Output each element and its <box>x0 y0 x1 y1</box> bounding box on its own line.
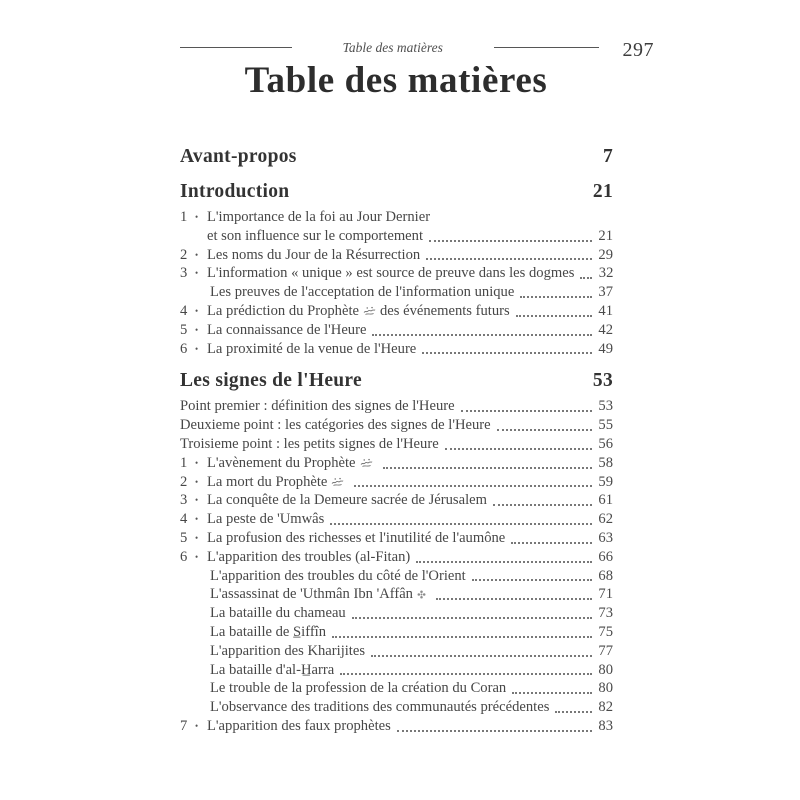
entry-label: L'importance de la foi au Jour Dernier <box>207 209 431 225</box>
entry-label: La bataille d'al-H̲arra <box>210 661 335 678</box>
entry-page-number: 49 <box>598 340 613 357</box>
dot-leader <box>397 730 592 732</box>
entry-page-number: 66 <box>598 548 613 565</box>
entry-number: 6 <box>180 548 188 565</box>
pbuh-icon <box>363 306 376 316</box>
section-page-number: 21 <box>592 181 613 202</box>
entry-label: La profusion des richesses et l'inutilité de l'aumône <box>207 529 506 546</box>
entry-label: Les preuves de l'acceptation de l'information unique <box>210 284 515 301</box>
dot-leader <box>580 277 592 279</box>
toc-entry <box>180 548 613 567</box>
dot-leader <box>426 258 592 260</box>
header-rule-left <box>180 47 292 48</box>
toc-entry-line2 <box>180 227 613 246</box>
dot-leader <box>520 296 592 298</box>
entry-page-number: 42 <box>598 321 613 338</box>
dot-leader <box>416 561 592 563</box>
entry-page-number: 80 <box>598 661 613 678</box>
entry-number: 1 <box>180 209 188 225</box>
bullet-icon: • <box>195 305 199 316</box>
dot-leader <box>352 617 592 619</box>
dot-leader <box>472 579 592 581</box>
entry-label: L'apparition des Kharijites <box>210 642 366 659</box>
dot-leader <box>332 636 592 638</box>
toc-entry <box>180 454 613 473</box>
section-page-number: 7 <box>602 146 613 167</box>
entry-label: L'apparition des troubles (al-Fitan) <box>207 548 411 565</box>
entry-number: 4 <box>180 511 188 528</box>
header-rule-right <box>494 47 599 48</box>
entry-label: Le trouble de la profession de la création du Coran <box>210 680 507 697</box>
entry-page-number: 21 <box>598 227 613 244</box>
toc-subentry <box>180 283 613 302</box>
page-number: 297 <box>622 39 654 61</box>
entry-page-number: 32 <box>598 265 614 282</box>
dot-leader <box>340 673 592 675</box>
entry-label: La connaissance de l'Heure <box>207 321 367 338</box>
entry-page-number: 75 <box>598 623 613 640</box>
toc-entry <box>180 208 613 227</box>
toc-entry <box>180 321 613 340</box>
entry-page-number: 59 <box>598 473 613 490</box>
ra-icon <box>417 590 426 599</box>
toc-point <box>180 397 613 416</box>
entry-label: L'assassinat de 'Uthmân Ibn 'Affân <box>210 586 413 603</box>
dot-leader <box>330 523 592 525</box>
section-heading-label: Introduction <box>180 181 290 202</box>
page-header <box>180 36 654 59</box>
bullet-icon: • <box>195 720 199 731</box>
entry-label: et son influence sur le comportement <box>207 227 423 244</box>
bullet-icon: • <box>195 532 199 543</box>
section-heading-label: Avant-propos <box>180 146 297 167</box>
pbuh-icon <box>360 458 373 468</box>
toc-subentry <box>180 567 613 586</box>
page-title: Table des matières <box>244 60 548 101</box>
entry-page-number: 83 <box>598 717 613 734</box>
dot-leader <box>497 429 592 431</box>
dot-leader <box>422 352 592 354</box>
toc-entry <box>180 491 613 510</box>
toc-entry <box>180 717 613 736</box>
entry-label: La prédiction du Prophète <box>207 302 359 319</box>
entry-number: 1 <box>180 454 188 471</box>
table-of-contents <box>180 142 613 736</box>
entry-page-number: 80 <box>598 680 613 697</box>
toc-subentry <box>180 642 613 661</box>
bullet-icon: • <box>195 324 199 335</box>
toc-entry <box>180 264 613 283</box>
toc-subentry <box>180 604 613 623</box>
toc-subentry <box>180 585 613 604</box>
entry-label: La conquête de la Demeure sacrée de Jérusalem <box>207 492 487 509</box>
entry-number: 5 <box>180 321 188 338</box>
entry-page-number: 53 <box>598 398 613 415</box>
dot-leader <box>493 504 592 506</box>
entry-page-number: 61 <box>598 492 613 509</box>
dot-leader <box>512 692 592 694</box>
entry-number: 3 <box>180 265 188 282</box>
entry-page-number: 58 <box>598 454 613 471</box>
section-heading-label: Les signes de l'Heure <box>180 370 362 392</box>
toc-section-heading <box>180 144 613 169</box>
entry-page-number: 77 <box>598 642 613 659</box>
entry-page-number: 37 <box>598 284 613 301</box>
toc-entry <box>180 529 613 548</box>
entry-label: Point premier : définition des signes de l'Heure <box>180 398 455 415</box>
entry-number: 2 <box>180 246 188 263</box>
toc-point <box>180 435 613 454</box>
entry-label: La peste de 'Umwâs <box>207 511 325 528</box>
entry-number: 5 <box>180 529 188 546</box>
dot-leader <box>436 598 592 600</box>
section-page-number: 53 <box>592 370 613 392</box>
entry-number: 7 <box>180 717 188 734</box>
toc-subentry <box>180 698 613 717</box>
dot-leader <box>429 240 592 242</box>
toc-entry <box>180 340 613 359</box>
entry-label: L'avènement du Prophète <box>207 454 356 471</box>
entry-label-after-symbol: des événements futurs <box>379 302 510 319</box>
dot-leader <box>511 542 592 544</box>
running-title: Table des matières <box>342 39 443 55</box>
entry-label: La bataille de S̲iffîn <box>210 623 327 640</box>
bullet-icon: • <box>195 551 199 562</box>
entry-label: La bataille du chameau <box>210 605 346 622</box>
toc-point <box>180 416 613 435</box>
entry-page-number: 73 <box>598 605 613 622</box>
toc-entry <box>180 510 613 529</box>
toc-entry <box>180 246 613 265</box>
entry-label: L'apparition des troubles du côté de l'Orient <box>210 567 466 584</box>
dot-leader <box>445 448 592 450</box>
bullet-icon: • <box>195 495 199 506</box>
entry-label: La proximité de la venue de l'Heure <box>207 340 417 357</box>
entry-label: L'apparition des faux prophètes <box>207 717 391 734</box>
bullet-icon: • <box>195 343 199 354</box>
entry-page-number: 68 <box>598 567 613 584</box>
entry-label: Troisieme point : les petits signes de l'Heure <box>180 435 439 452</box>
entry-page-number: 82 <box>598 699 613 716</box>
entry-number: 6 <box>180 340 188 357</box>
entry-page-number: 55 <box>598 417 613 434</box>
dot-leader <box>371 655 592 657</box>
toc-section-heading <box>180 179 613 204</box>
entry-page-number: 63 <box>598 529 613 546</box>
bullet-icon: • <box>195 457 199 468</box>
pbuh-icon <box>331 477 344 487</box>
entry-label: L'observance des traditions des communautés précédentes <box>210 699 550 716</box>
bullet-icon: • <box>195 212 199 222</box>
toc-entry <box>180 473 613 492</box>
bullet-icon: • <box>195 514 199 525</box>
bullet-icon: • <box>195 476 199 487</box>
entry-number: 3 <box>180 492 188 509</box>
entry-page-number: 71 <box>598 586 613 603</box>
toc-entry <box>180 302 613 321</box>
entry-page-number: 56 <box>598 435 613 452</box>
dot-leader <box>555 711 592 713</box>
toc-subentry <box>180 623 613 642</box>
entry-page-number: 29 <box>598 246 613 263</box>
toc-subentry <box>180 661 613 680</box>
entry-number: 4 <box>180 302 188 319</box>
dot-leader <box>372 334 592 336</box>
toc-section-heading <box>180 368 613 393</box>
dot-leader <box>354 485 592 487</box>
entry-page-number: 62 <box>598 511 613 528</box>
dot-leader <box>461 410 592 412</box>
dot-leader <box>383 467 592 469</box>
dot-leader <box>516 315 592 317</box>
bullet-icon: • <box>195 268 199 279</box>
entry-label: L'information « unique » est source de preuve dans les dogmes <box>207 265 575 282</box>
entry-page-number: 41 <box>598 302 613 319</box>
entry-label: La mort du Prophète <box>207 473 328 490</box>
toc-subentry <box>180 679 613 698</box>
entry-label: Les noms du Jour de la Résurrection <box>207 246 421 263</box>
bullet-icon: • <box>195 249 199 260</box>
entry-number: 2 <box>180 473 188 490</box>
entry-label: Deuxieme point : les catégories des signes de l'Heure <box>180 417 491 434</box>
